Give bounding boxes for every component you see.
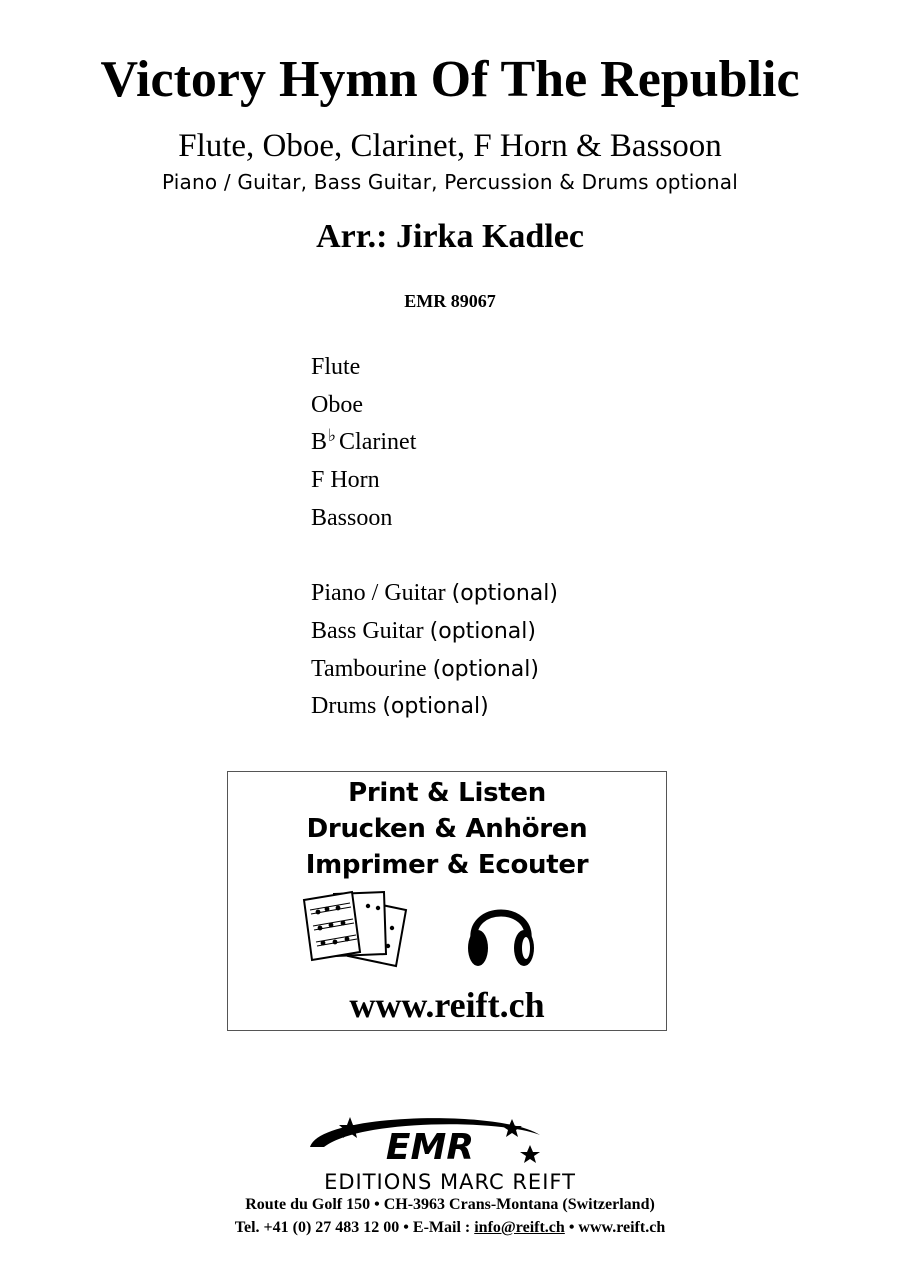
instrument-item bbox=[311, 427, 558, 465]
optional-note: (optional) bbox=[432, 656, 539, 682]
instrument-item bbox=[311, 578, 558, 616]
sheet-music-icon bbox=[300, 888, 412, 974]
instrument-name: Drums bbox=[311, 693, 377, 720]
instrument-list bbox=[311, 352, 558, 729]
emr-logo bbox=[250, 1105, 650, 1195]
promo-url[interactable]: www.reift.ch bbox=[349, 985, 545, 1025]
catalog-number: EMR 89067 bbox=[404, 291, 496, 311]
headphones-icon bbox=[464, 892, 538, 972]
publisher-address: Route du Golf 150 • CH-3963 Crans-Montana (Switzerland) bbox=[245, 1196, 655, 1213]
instrument-name: Oboe bbox=[311, 391, 363, 418]
optional-instruments-line: Piano / Guitar, Bass Guitar, Percussion & Drums optional bbox=[161, 170, 739, 194]
instrument-key: B bbox=[311, 429, 328, 456]
promo-line-fr: Imprimer & Ecouter bbox=[305, 850, 589, 880]
optional-note: (optional) bbox=[429, 618, 536, 644]
optional-note: (optional) bbox=[382, 694, 489, 720]
instrument-name: Clarinet bbox=[339, 429, 417, 456]
instrument-item bbox=[311, 390, 558, 428]
instrument-item bbox=[311, 352, 558, 390]
instrument-name: Tambourine bbox=[311, 655, 427, 682]
instrument-item bbox=[311, 503, 558, 541]
instrument-name: Bassoon bbox=[311, 504, 393, 531]
publisher-contact bbox=[0, 1219, 900, 1237]
arranger: Arr.: Jirka Kadlec bbox=[316, 218, 584, 255]
instrumentation-subtitle: Flute, Oboe, Clarinet, F Horn & Bassoon bbox=[178, 128, 722, 164]
contact-web[interactable]: • www.reift.ch bbox=[564, 1219, 666, 1236]
instrument-item bbox=[311, 691, 558, 729]
instrument-item bbox=[311, 654, 558, 692]
instrument-item bbox=[311, 465, 558, 503]
page-title: Victory Hymn Of The Republic bbox=[100, 51, 800, 108]
print-listen-box bbox=[227, 771, 667, 1031]
promo-line-de: Drucken & Anhören bbox=[306, 814, 588, 844]
instrument-name: Bass Guitar bbox=[311, 617, 424, 644]
instrument-name: F Horn bbox=[311, 467, 380, 494]
promo-line-en: Print & Listen bbox=[348, 778, 546, 808]
instrument-item bbox=[311, 616, 558, 654]
optional-note: (optional) bbox=[451, 581, 558, 607]
publisher-name: EDITIONS MARC REIFT bbox=[324, 1170, 576, 1194]
flat-sign: ♭ bbox=[328, 426, 337, 447]
instrument-name: Flute bbox=[311, 354, 361, 380]
email-link[interactable]: info@reift.ch bbox=[474, 1219, 565, 1236]
contact-tel: Tel. +41 (0) 27 483 12 00 • E-Mail : bbox=[234, 1219, 475, 1236]
instrument-name: Piano / Guitar bbox=[311, 580, 446, 607]
logo-mark-text: EMR bbox=[385, 1127, 475, 1168]
